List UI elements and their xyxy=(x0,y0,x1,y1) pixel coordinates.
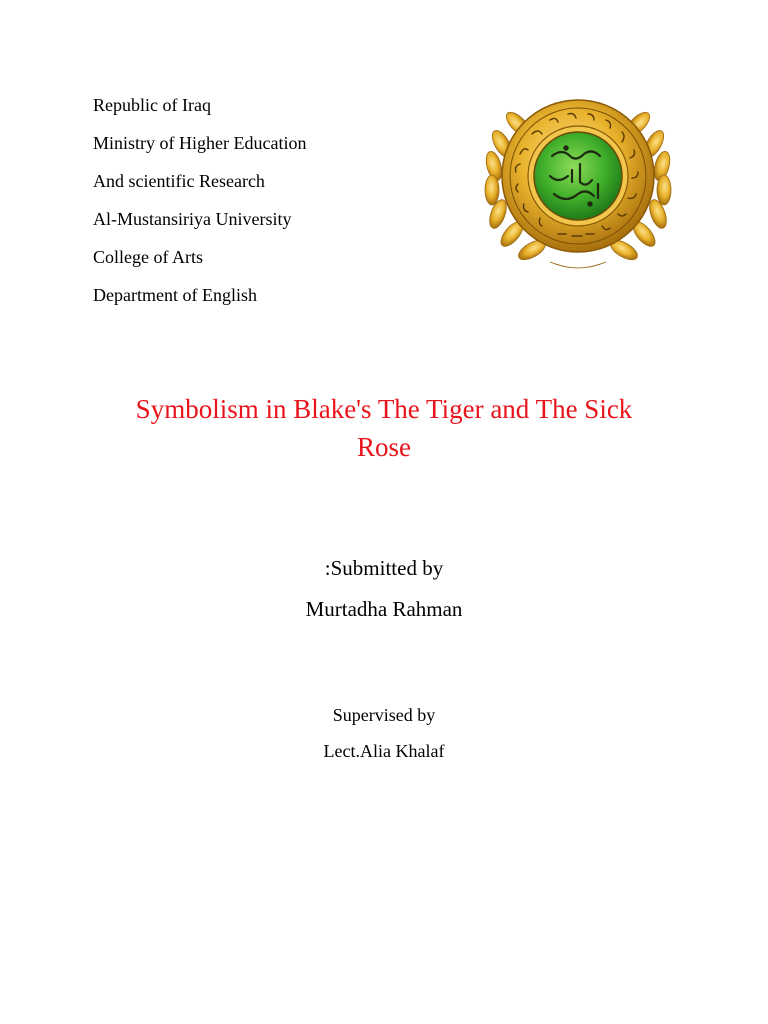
institution-line-research: And scientific Research xyxy=(93,171,265,191)
thesis-title-line-2: Rose xyxy=(357,432,411,462)
institution-line-university: Al-Mustansiriya University xyxy=(93,209,292,229)
institution-line-college: College of Arts xyxy=(93,247,203,267)
institution-line-country: Republic of Iraq xyxy=(93,95,211,115)
thesis-title-line-1: Symbolism in Blake's The Tiger and The Sick xyxy=(135,394,633,424)
institution-line-ministry: Ministry of Higher Education xyxy=(93,133,307,153)
thesis-title xyxy=(60,390,708,466)
university-seal-icon xyxy=(480,84,676,274)
supervisor-name: Lect.Alia Khalaf xyxy=(323,741,445,761)
supervised-by-label: Supervised by xyxy=(332,705,436,725)
student-name: Murtadha Rahman xyxy=(305,597,463,621)
institution-header xyxy=(93,86,306,314)
institution-line-department: Department of English xyxy=(93,285,257,305)
submitted-by-label: :Submitted by xyxy=(324,556,444,580)
